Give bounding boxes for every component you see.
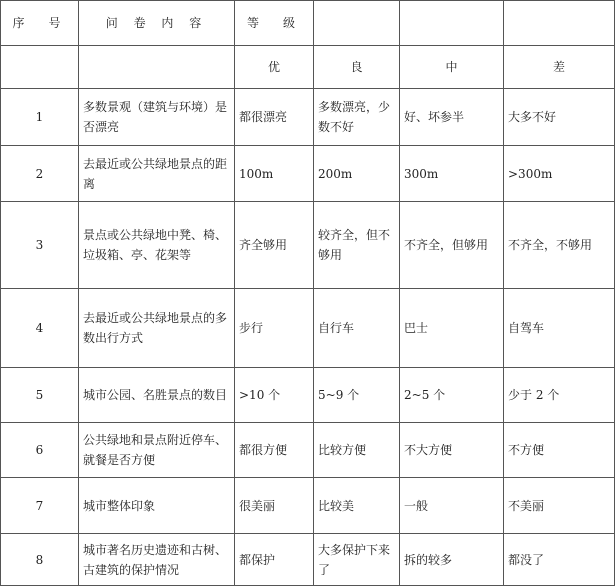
row-content: 去最近或公共绿地景点的距离 <box>79 146 235 202</box>
grade-medium: 中 <box>400 46 504 89</box>
row-grade-cell: 都很方便 <box>235 423 314 478</box>
row-number: 7 <box>1 478 79 534</box>
row-number: 5 <box>1 368 79 423</box>
row-grade-cell: 步行 <box>235 289 314 368</box>
row-grade-cell: 不美丽 <box>504 478 615 534</box>
row-grade-cell: >10 个 <box>235 368 314 423</box>
subheader-empty-cell <box>1 46 79 89</box>
row-content: 景点或公共绿地中凳、椅、垃圾箱、亭、花架等 <box>79 202 235 289</box>
grade-excellent: 优 <box>235 46 314 89</box>
row-number: 2 <box>1 146 79 202</box>
row-content: 城市著名历史遗迹和古树、古建筑的保护情况 <box>79 534 235 586</box>
header-content: 问 卷 内 容 <box>79 1 235 46</box>
row-grade-cell: 不齐全，不够用 <box>504 202 615 289</box>
row-grade-cell: 2~5 个 <box>400 368 504 423</box>
row-content: 去最近或公共绿地景点的多数出行方式 <box>79 289 235 368</box>
row-grade-cell: 都没了 <box>504 534 615 586</box>
row-grade-cell: 多数漂亮，少数不好 <box>314 89 400 146</box>
row-grade-cell: 少于 2 个 <box>504 368 615 423</box>
row-grade-cell: 300m <box>400 146 504 202</box>
row-number: 3 <box>1 202 79 289</box>
row-grade-cell: 巴士 <box>400 289 504 368</box>
row-grade-cell: 比较美 <box>314 478 400 534</box>
row-grade-cell: 不大方便 <box>400 423 504 478</box>
subheader-empty-cell <box>79 46 235 89</box>
row-grade-cell: 较齐全，但不够用 <box>314 202 400 289</box>
row-grade-cell: 大多不好 <box>504 89 615 146</box>
row-grade-cell: 大多保护下来了 <box>314 534 400 586</box>
header-empty-cell <box>504 1 615 46</box>
row-grade-cell: 都很漂亮 <box>235 89 314 146</box>
header-empty-cell <box>314 1 400 46</box>
row-content: 城市公园、名胜景点的数目 <box>79 368 235 423</box>
row-grade-cell: 不方便 <box>504 423 615 478</box>
grade-good: 良 <box>314 46 400 89</box>
row-grade-cell: >300m <box>504 146 615 202</box>
row-grade-cell: 很美丽 <box>235 478 314 534</box>
header-empty-cell <box>400 1 504 46</box>
row-number: 8 <box>1 534 79 586</box>
header-number: 序 号 <box>1 1 79 46</box>
row-grade-cell: 自行车 <box>314 289 400 368</box>
row-grade-cell: 一般 <box>400 478 504 534</box>
grade-poor: 差 <box>504 46 615 89</box>
row-grade-cell: 自驾车 <box>504 289 615 368</box>
row-content: 公共绿地和景点附近停车、就餐是否方便 <box>79 423 235 478</box>
row-number: 4 <box>1 289 79 368</box>
row-grade-cell: 都保护 <box>235 534 314 586</box>
row-grade-cell: 齐全够用 <box>235 202 314 289</box>
row-grade-cell: 200m <box>314 146 400 202</box>
row-number: 6 <box>1 423 79 478</box>
header-grade: 等 级 <box>235 1 314 46</box>
row-grade-cell: 5~9 个 <box>314 368 400 423</box>
row-content: 城市整体印象 <box>79 478 235 534</box>
row-grade-cell: 100m <box>235 146 314 202</box>
row-grade-cell: 比较方便 <box>314 423 400 478</box>
row-grade-cell: 拆的较多 <box>400 534 504 586</box>
row-grade-cell: 好、坏参半 <box>400 89 504 146</box>
row-content: 多数景观（建筑与环境）是否漂亮 <box>79 89 235 146</box>
row-grade-cell: 不齐全，但够用 <box>400 202 504 289</box>
row-number: 1 <box>1 89 79 146</box>
